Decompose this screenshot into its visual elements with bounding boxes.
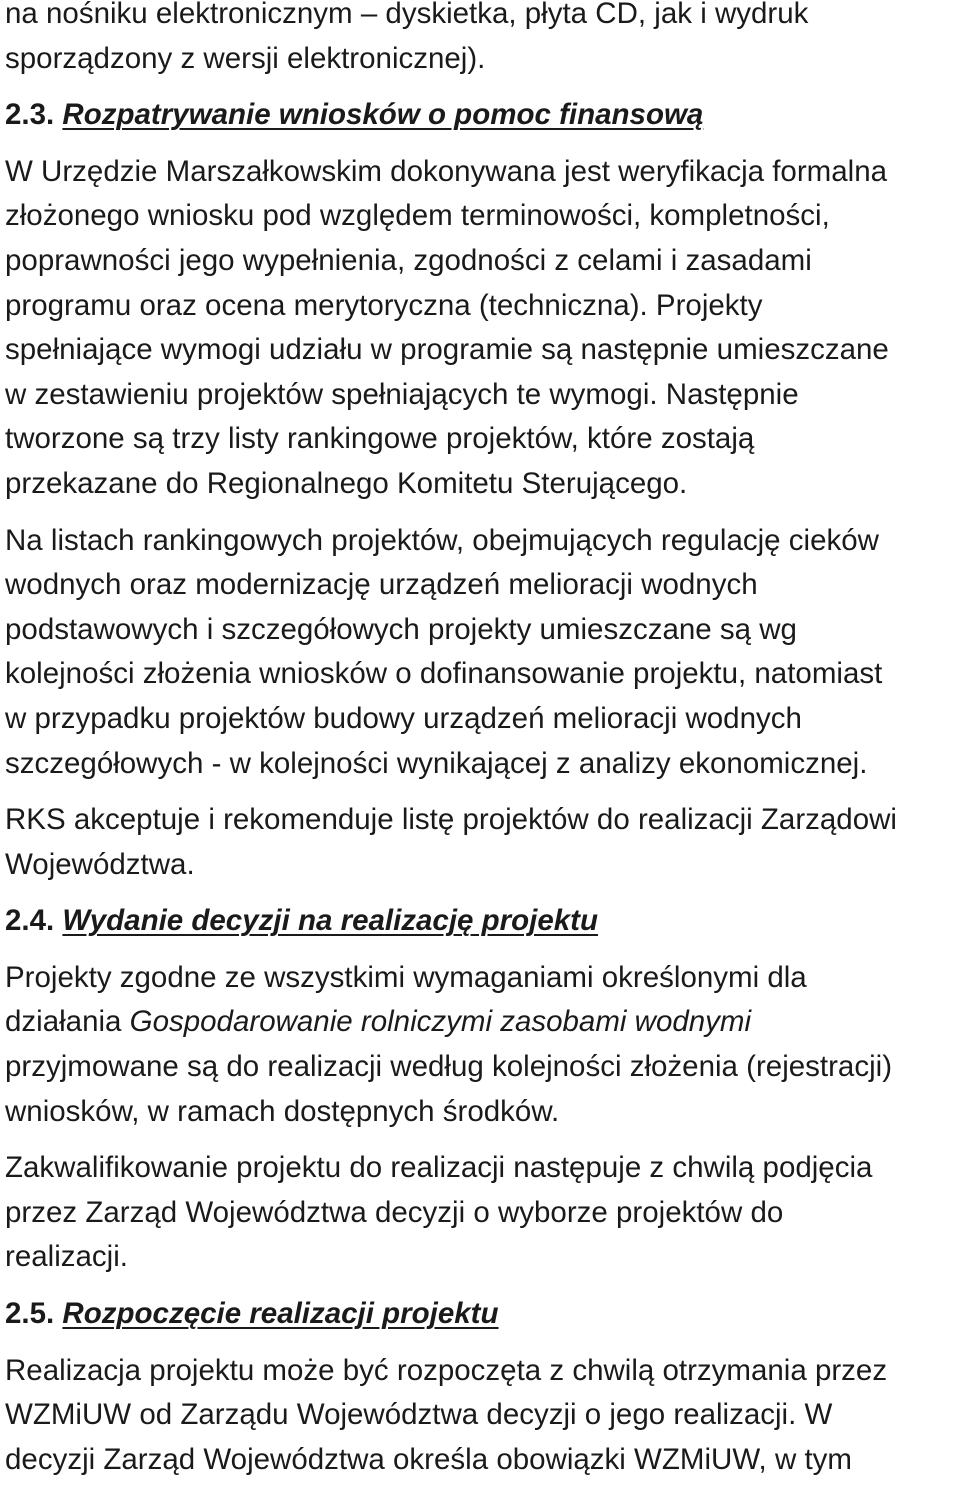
text-line: RKS akceptuje i rekomenduje listę projektów do realizacji Zarządowi — [5, 803, 897, 837]
section-2-3-paragraph-2 — [5, 519, 957, 787]
document-page — [5, 0, 957, 1482]
section-2-4-paragraph-2 — [5, 1146, 957, 1280]
text-line: tworzone są trzy listy rankingowe projektów, które zostają — [5, 422, 755, 456]
section-title: Rozpatrywanie wniosków o pomoc finansową — [62, 98, 704, 132]
text-line: Zakwalifikowanie projektu do realizacji następuje z chwilą podjęcia — [5, 1151, 873, 1185]
text-line: podstawowych i szczegółowych projekty umieszczane są wg — [5, 612, 797, 646]
text-line: WZMiUW od Zarządu Województwa decyzji o jego realizacji. W — [5, 1398, 833, 1432]
text-line: spełniające wymogi udziału w programie są następnie umieszczane — [5, 333, 889, 367]
section-title: Wydanie decyzji na realizację projektu — [62, 904, 599, 938]
text-line: na nośniku elektronicznym – dyskietka, płyta CD, jak i wydruk — [5, 0, 809, 30]
text-line: kolejności złożenia wniosków o dofinansowanie projektu, natomiast — [5, 657, 883, 691]
section-heading-2-3 — [5, 93, 957, 138]
section-heading-2-5 — [5, 1292, 957, 1337]
program-name: Gospodarowanie rolniczymi zasobami wodnymi — [129, 1005, 752, 1039]
text-line: sporządzony z wersji elektronicznej). — [5, 41, 486, 75]
section-heading-2-4 — [5, 899, 957, 944]
section-number: 2.4. — [5, 904, 55, 938]
text-line: Projekty zgodne ze wszystkimi wymaganiami określonymi dla — [5, 960, 807, 994]
text-line: przez Zarząd Województwa decyzji o wyborze projektów do — [5, 1195, 784, 1229]
text-fragment: działania — [5, 1005, 130, 1039]
intro-paragraph — [5, 0, 957, 81]
text-line: wodnych oraz modernizację urządzeń melioracji wodnych — [5, 568, 758, 602]
section-2-5-paragraph-1 — [5, 1349, 957, 1483]
section-number: 2.3. — [5, 98, 55, 132]
text-line: Województwa. — [5, 847, 195, 881]
text-line: w zestawieniu projektów spełniających te wymogi. Następnie — [5, 377, 799, 411]
text-line: programu oraz ocena merytoryczna (techniczna). Projekty — [5, 288, 763, 322]
text-line — [5, 1000, 957, 1045]
text-line: realizacji. — [5, 1240, 128, 1274]
section-number: 2.5. — [5, 1297, 55, 1331]
section-2-3-paragraph-1 — [5, 150, 957, 507]
text-line: szczegółowych - w kolejności wynikającej z analizy ekonomicznej. — [5, 746, 868, 780]
text-line: poprawności jego wypełnienia, zgodności z celami i zasadami — [5, 243, 812, 277]
text-line: przekazane do Regionalnego Komitetu Sterującego. — [5, 466, 688, 500]
text-line: w przypadku projektów budowy urządzeń melioracji wodnych — [5, 701, 802, 735]
section-2-4-paragraph-1 — [5, 956, 957, 1134]
text-line: wniosków, w ramach dostępnych środków. — [5, 1094, 560, 1128]
text-line: Na listach rankingowych projektów, obejmujących regulację cieków — [5, 523, 879, 557]
section-title: Rozpoczęcie realizacji projektu — [62, 1297, 499, 1331]
text-line: W Urzędzie Marszałkowskim dokonywana jest weryfikacja formalna — [5, 154, 888, 188]
section-2-3-paragraph-3 — [5, 798, 957, 887]
text-line: przyjmowane są do realizacji według kolejności złożenia (rejestracji) — [5, 1050, 893, 1084]
text-line: Realizacja projektu może być rozpoczęta z chwilą otrzymania przez — [5, 1353, 888, 1387]
text-line: decyzji Zarząd Województwa określa obowiązki WZMiUW, w tym — [5, 1442, 852, 1476]
text-line: złożonego wniosku pod względem terminowości, kompletności, — [5, 199, 830, 233]
